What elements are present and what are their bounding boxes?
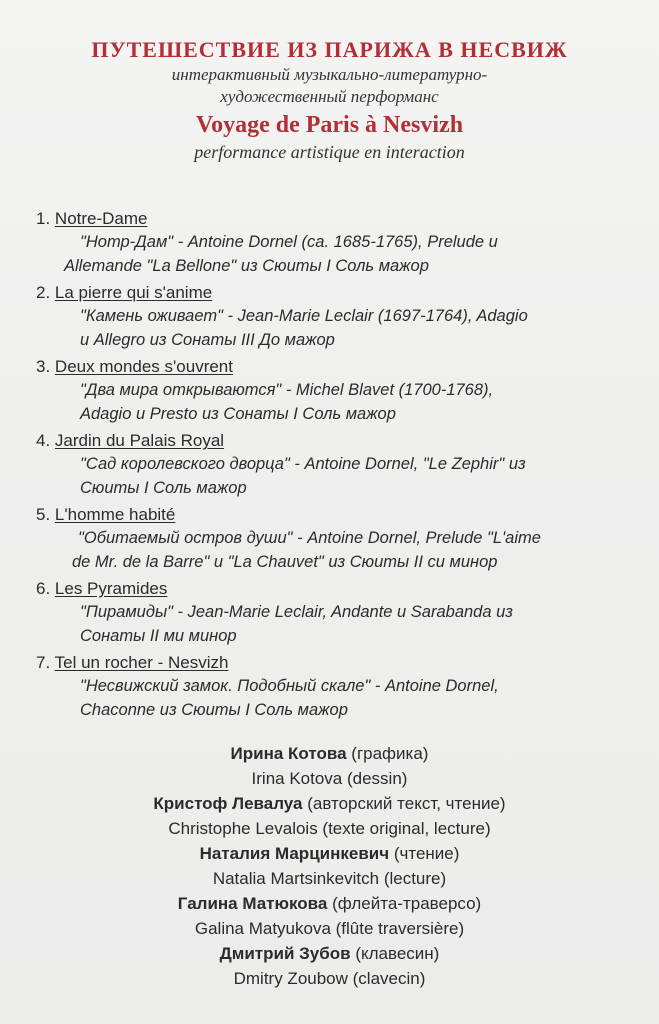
item-desc-line: Сюиты I Соль мажор (80, 479, 247, 497)
item-number: 7. (36, 653, 51, 672)
list-item (36, 430, 636, 500)
header (0, 36, 659, 164)
title-fr: Voyage de Paris à Nesvizh (195, 112, 464, 138)
list-item (36, 652, 636, 722)
item-desc-line: Chaconne из Сюиты I Соль мажор (80, 701, 348, 719)
item-title: Notre-Dame (54, 209, 148, 228)
program-list (36, 208, 636, 726)
subtitle-ru-line-1: интерактивный музыкально-литературно- (171, 65, 488, 84)
credit-name: Ирина Котова (230, 744, 347, 763)
item-desc-line: de Mr. de la Barre" и "La Chauvet" из Сюиты II си минор (72, 553, 498, 571)
item-title: La pierre qui s'anime (54, 283, 213, 302)
item-desc-line: и Allegro из Сонаты III До мажор (80, 331, 335, 349)
credits (0, 742, 659, 992)
item-number: 3. (36, 357, 51, 376)
credit-name: Дмитрий Зубов (219, 944, 351, 963)
credit-fr: Galina Matyukova (flûte traversière) (194, 919, 465, 938)
item-desc-line: "Сад королевского дворца" - Antoine Dornel, "Le Zephir" из (80, 455, 526, 473)
item-desc-line: "Нотр-Дам" - Antoine Dornel (ca. 1685-1765), Prelude и (80, 233, 498, 251)
credit-fr: Irina Kotova (dessin) (251, 769, 408, 788)
credit-fr: Christophe Levalois (texte original, lecture) (168, 819, 491, 838)
credit-ru (0, 792, 659, 816)
credit-role: (клавесин) (355, 944, 440, 963)
list-item (36, 282, 636, 352)
item-desc-line: Allemande "La Bellone" из Сюиты I Соль мажор (64, 257, 429, 275)
credit-name: Галина Матюкова (177, 894, 328, 913)
credit-fr: Dmitry Zoubow (clavecin) (233, 969, 426, 988)
credit-name: Кристоф Левалуа (153, 794, 303, 813)
item-title: L'homme habité (54, 505, 176, 524)
list-item (36, 208, 636, 278)
credit-role: (графика) (351, 744, 429, 763)
item-number: 2. (36, 283, 51, 302)
item-desc-line: Сонаты II ми минор (80, 627, 237, 645)
credit-ru (0, 892, 659, 916)
credit-fr: Natalia Martsinkevitch (lecture) (212, 869, 447, 888)
credit-ru (0, 742, 659, 766)
credit-name: Наталия Марцинкевич (199, 844, 390, 863)
item-title: Tel un rocher - Nesvizh (54, 653, 229, 672)
item-number: 6. (36, 579, 51, 598)
subtitle-ru-line-2: художественный перформанс (220, 87, 439, 106)
item-desc-line: "Несвижский замок. Подобный скале" - Antoine Dornel, (80, 677, 499, 695)
credit-role: (флейта-траверсо) (332, 894, 482, 913)
item-desc-line: "Обитаемый остров души" - Antoine Dornel, Prelude "L'aime (78, 529, 541, 547)
list-item (36, 356, 636, 426)
item-desc-line: "Два мира открываются" - Michel Blavet (1700-1768), (80, 381, 494, 399)
item-number: 4. (36, 431, 51, 450)
item-desc-line: "Камень оживает" - Jean-Marie Leclair (1697-1764), Adagio (80, 307, 528, 325)
item-number: 5. (36, 505, 51, 524)
item-title: Jardin du Palais Royal (54, 431, 225, 450)
list-item (36, 504, 636, 574)
item-title: Deux mondes s'ouvrent (54, 357, 233, 376)
item-desc-line: "Пирамиды" - Jean-Marie Leclair, Andante и Sarabanda из (80, 603, 513, 621)
credit-role: (чтение) (393, 844, 460, 863)
list-item (36, 578, 636, 648)
item-desc-line: Adagio и Presto из Сонаты I Соль мажор (80, 405, 396, 423)
subtitle-fr: performance artistique en interaction (194, 142, 465, 162)
credit-ru (0, 842, 659, 866)
item-title: Les Pyramides (54, 579, 168, 598)
title-ru: ПУТЕШЕСТВИЕ ИЗ ПАРИЖА В НЕСВИЖ (91, 37, 568, 62)
item-number: 1. (36, 209, 51, 228)
credit-role: (авторский текст, чтение) (307, 794, 506, 813)
credit-ru (0, 942, 659, 966)
